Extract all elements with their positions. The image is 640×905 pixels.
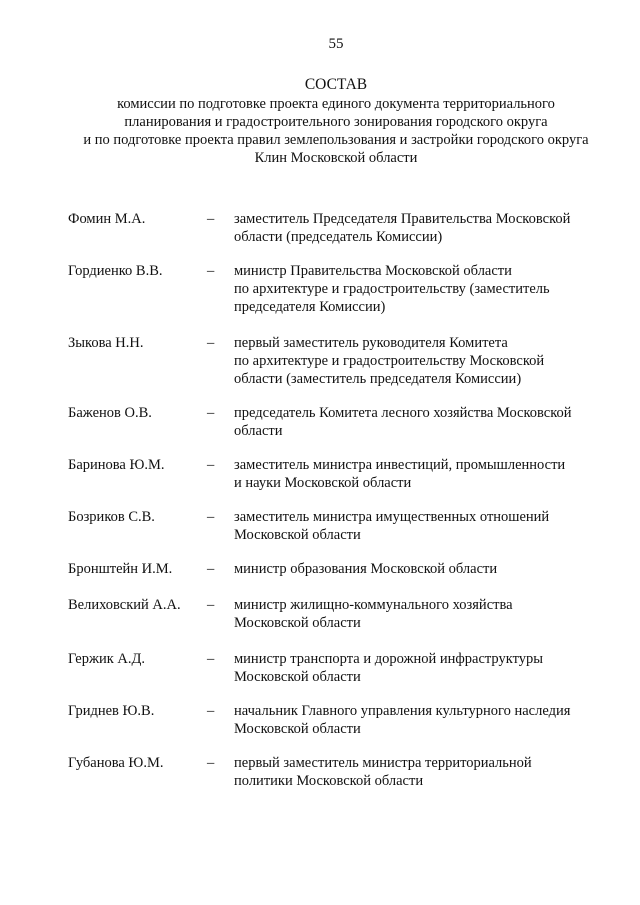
member-role [234, 262, 614, 316]
member-role-line: по архитектуре и градостроительству (заместитель [234, 281, 550, 297]
member-name: Гордиенко В.В. [68, 263, 163, 279]
member-dash: – [207, 755, 215, 771]
member-name: Гриднев Ю.В. [68, 703, 155, 719]
member-role-line: заместитель министра инвестиций, промышленности [234, 457, 566, 473]
member-role-line: политики Московской области [234, 773, 424, 789]
member-role-line: министр Правительства Московской области [234, 263, 512, 279]
member-dash: – [207, 651, 215, 667]
member-role-line: области [234, 423, 283, 439]
member-name: Бозриков С.В. [68, 509, 155, 525]
member-role [234, 596, 614, 632]
member-dash: – [207, 335, 215, 351]
member-role [234, 560, 614, 578]
member-role [234, 702, 614, 738]
member-role-line: и науки Московской области [234, 475, 412, 491]
member-dash: – [207, 263, 215, 279]
member-role-line: министр транспорта и дорожной инфраструктуры [234, 651, 543, 667]
member-dash: – [207, 405, 215, 421]
heading-line-1: комиссии по подготовке проекта единого документа территориального [117, 96, 555, 112]
member-dash: – [207, 703, 215, 719]
page-number: 55 [328, 36, 344, 52]
member-name: Бронштейн И.М. [68, 561, 173, 577]
member-name: Баринова Ю.М. [68, 457, 165, 473]
member-dash: – [207, 211, 215, 227]
member-role-line: первый заместитель руководителя Комитета [234, 335, 508, 351]
member-role-line: министр образования Московской области [234, 561, 498, 577]
member-role-line: председатель Комитета лесного хозяйства Московской [234, 405, 572, 421]
member-role-line: Московской области [234, 721, 361, 737]
member-role-line: министр жилищно-коммунального хозяйства [234, 597, 513, 613]
member-role-line: Московской области [234, 669, 361, 685]
member-dash: – [207, 509, 215, 525]
member-role-line: области (заместитель председателя Комиссии) [234, 371, 522, 387]
member-role [234, 754, 614, 790]
member-role-line: первый заместитель министра территориальной [234, 755, 532, 771]
heading-line-3: и по подготовке проекта правил землепользования и застройки городского округа [83, 132, 589, 148]
member-name: Зыкова Н.Н. [68, 335, 144, 351]
member-name: Губанова Ю.М. [68, 755, 164, 771]
member-role [234, 650, 614, 686]
member-name: Фомин М.А. [68, 211, 146, 227]
member-role [234, 404, 614, 440]
member-role-line: председателя Комиссии) [234, 299, 386, 315]
member-dash: – [207, 457, 215, 473]
member-dash: – [207, 561, 215, 577]
member-role-line: по архитектуре и градостроительству Московской [234, 353, 545, 369]
member-role-line: Московской области [234, 615, 361, 631]
member-role [234, 210, 614, 246]
member-role-line: заместитель Председателя Правительства Московской [234, 211, 571, 227]
member-role [234, 334, 614, 388]
document-heading [0, 76, 640, 167]
member-role-line: области (председатель Комиссии) [234, 229, 443, 245]
heading-line-2: планирования и градостроительного зонирования городского округа [124, 114, 548, 130]
member-name: Баженов О.В. [68, 405, 152, 421]
member-role-line: Московской области [234, 527, 361, 543]
member-name: Велиховский А.А. [68, 597, 181, 613]
heading-line-4: Клин Московской области [254, 150, 418, 166]
member-role [234, 508, 614, 544]
member-role-line: заместитель министра имущественных отношений [234, 509, 550, 525]
heading-title: СОСТАВ [304, 76, 368, 93]
member-role-line: начальник Главного управления культурного наследия [234, 703, 571, 719]
member-dash: – [207, 597, 215, 613]
member-name: Гержик А.Д. [68, 651, 146, 667]
member-role [234, 456, 614, 492]
